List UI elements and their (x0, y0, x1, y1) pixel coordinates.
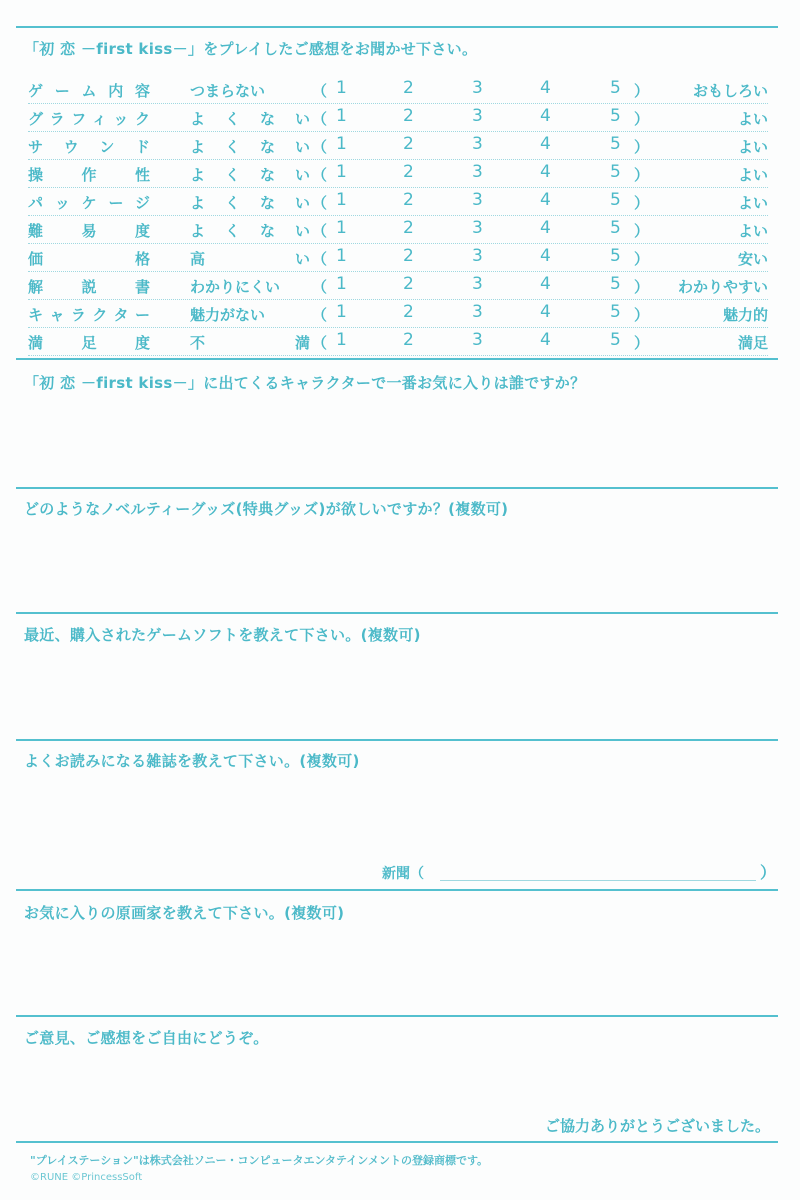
rating-option-4[interactable]: 4 (540, 274, 551, 294)
rating-category: ゲーム内容 (28, 82, 150, 100)
rating-option-5[interactable]: 5 (610, 302, 621, 322)
scale-open-paren: （ (312, 250, 328, 268)
scale-open-paren: （ (312, 334, 328, 352)
rating-option-2[interactable]: 2 (403, 190, 414, 210)
rating-option-2[interactable]: 2 (403, 78, 414, 98)
rating-option-1[interactable]: 1 (336, 330, 347, 350)
rating-low-label: よくない (190, 194, 310, 212)
rating-row (28, 132, 768, 160)
rating-category: 満足度 (28, 334, 150, 352)
rating-row (28, 216, 768, 244)
newspaper-answer-line[interactable] (440, 880, 756, 881)
rating-table (28, 76, 768, 356)
magazines-question: よくお読みになる雑誌を教えて下さい。(複数可) (24, 752, 360, 770)
rating-high-label: おもしろい (692, 82, 768, 100)
rating-high-label: よい (737, 110, 768, 128)
rating-option-2[interactable]: 2 (403, 218, 414, 238)
illustrator-question: お気に入りの原画家を教えて下さい。(複数可) (24, 904, 345, 922)
rating-category: 価格 (28, 250, 150, 268)
rating-option-1[interactable]: 1 (336, 246, 347, 266)
rating-option-5[interactable]: 5 (610, 218, 621, 238)
newspaper-label: 新聞（ (382, 866, 424, 882)
rating-option-2[interactable]: 2 (403, 274, 414, 294)
thanks-message: ご協力ありがとうございました。 (544, 1117, 770, 1135)
rating-option-5[interactable]: 5 (610, 330, 621, 350)
section-rule (16, 889, 778, 891)
rating-option-2[interactable]: 2 (403, 134, 414, 154)
rating-option-2[interactable]: 2 (403, 246, 414, 266)
scale-open-paren: （ (312, 306, 328, 324)
scale-close-paren: ） (634, 166, 650, 184)
rating-option-4[interactable]: 4 (540, 162, 551, 182)
rating-row (28, 104, 768, 132)
rating-option-1[interactable]: 1 (336, 274, 347, 294)
rating-option-1[interactable]: 1 (336, 190, 347, 210)
scale-close-paren: ） (634, 138, 650, 156)
rating-low-label: 高い (190, 250, 310, 268)
rating-category: サウンド (28, 138, 150, 156)
rating-option-5[interactable]: 5 (610, 190, 621, 210)
rating-high-label: わかりやすい (677, 278, 768, 296)
rating-low-label: つまらない (190, 82, 266, 100)
rating-row (28, 300, 768, 328)
rating-option-5[interactable]: 5 (610, 162, 621, 182)
scale-close-paren: ） (634, 278, 650, 296)
rating-row (28, 160, 768, 188)
section-rule (16, 1015, 778, 1017)
newspaper-close-paren: ） (760, 863, 777, 882)
rating-option-3[interactable]: 3 (472, 134, 483, 154)
rating-low-label: よくない (190, 138, 310, 156)
rating-option-2[interactable]: 2 (403, 302, 414, 322)
rating-category: グラフィック (28, 110, 150, 128)
rating-low-label: 不満 (190, 334, 310, 352)
rating-category: 操作性 (28, 166, 150, 184)
section-rule (16, 739, 778, 741)
scale-open-paren: （ (312, 82, 328, 100)
novelty-goods-question: どのようなノベルティーグッズ(特典グッズ)が欲しいですか？(複数可) (24, 500, 509, 518)
rating-high-label: よい (737, 166, 768, 184)
rating-option-1[interactable]: 1 (336, 162, 347, 182)
top-rule (16, 26, 778, 28)
rating-option-4[interactable]: 4 (540, 106, 551, 126)
rating-option-3[interactable]: 3 (472, 106, 483, 126)
rating-low-label: わかりにくい (190, 278, 281, 296)
recent-games-question: 最近、購入されたゲームソフトを教えて下さい。(複数可) (24, 626, 421, 644)
rating-category: 難易度 (28, 222, 150, 240)
rating-option-5[interactable]: 5 (610, 78, 621, 98)
rating-option-4[interactable]: 4 (540, 302, 551, 322)
rating-high-label: よい (737, 194, 768, 212)
scale-open-paren: （ (312, 138, 328, 156)
rating-option-3[interactable]: 3 (472, 274, 483, 294)
scale-close-paren: ） (634, 306, 650, 324)
favorite-character-question: 「初 恋 －first kiss－」に出てくるキャラクターで一番お気に入りは誰ですか？ (24, 374, 586, 392)
rating-low-label: よくない (190, 110, 310, 128)
rating-option-3[interactable]: 3 (472, 330, 483, 350)
scale-close-paren: ） (634, 194, 650, 212)
rating-option-2[interactable]: 2 (403, 106, 414, 126)
rating-option-3[interactable]: 3 (472, 78, 483, 98)
rating-row (28, 328, 768, 356)
comments-question: ご意見、ご感想をご自由にどうぞ。 (24, 1029, 269, 1047)
rating-high-label: よい (737, 222, 768, 240)
rating-option-4[interactable]: 4 (540, 246, 551, 266)
rating-category: キャラクター (28, 306, 150, 324)
scale-close-paren: ） (634, 250, 650, 268)
rating-option-5[interactable]: 5 (610, 106, 621, 126)
rating-category: パッケージ (28, 194, 150, 212)
scale-close-paren: ） (634, 222, 650, 240)
rating-low-label: よくない (190, 222, 310, 240)
rating-row (28, 76, 768, 104)
scale-open-paren: （ (312, 110, 328, 128)
rating-option-4[interactable]: 4 (540, 78, 551, 98)
scale-open-paren: （ (312, 194, 328, 212)
rating-high-label: よい (737, 138, 768, 156)
rating-row (28, 244, 768, 272)
rating-option-5[interactable]: 5 (610, 246, 621, 266)
scale-close-paren: ） (634, 82, 650, 100)
rating-category: 解説書 (28, 278, 150, 296)
scale-open-paren: （ (312, 278, 328, 296)
rating-low-label: よくない (190, 166, 310, 184)
copyright: ©RUNE ©PrincessSoft (30, 1172, 143, 1183)
scale-close-paren: ） (634, 334, 650, 352)
rating-high-label: 魅力的 (722, 306, 768, 324)
trademark-notice: "プレイステーション"は株式会社ソニー・コンピュータエンタテインメントの登録商標です。 (30, 1154, 489, 1167)
rating-high-label: 満足 (737, 334, 768, 352)
rating-option-4[interactable]: 4 (540, 190, 551, 210)
rating-option-4[interactable]: 4 (540, 218, 551, 238)
footer-rule (16, 1141, 778, 1143)
rating-option-5[interactable]: 5 (610, 274, 621, 294)
rating-option-1[interactable]: 1 (336, 78, 347, 98)
rating-option-2[interactable]: 2 (403, 162, 414, 182)
rating-option-4[interactable]: 4 (540, 330, 551, 350)
rating-option-3[interactable]: 3 (472, 302, 483, 322)
rating-option-1[interactable]: 1 (336, 134, 347, 154)
section-rule (16, 612, 778, 614)
rating-option-4[interactable]: 4 (540, 134, 551, 154)
rating-option-1[interactable]: 1 (336, 302, 347, 322)
rating-option-1[interactable]: 1 (336, 106, 347, 126)
rating-question: 「初 恋 －first kiss－」をプレイしたご感想をお聞かせ下さい。 (24, 40, 478, 58)
scale-open-paren: （ (312, 222, 328, 240)
rating-option-3[interactable]: 3 (472, 190, 483, 210)
rating-option-3[interactable]: 3 (472, 162, 483, 182)
rating-option-1[interactable]: 1 (336, 218, 347, 238)
rating-row (28, 188, 768, 216)
scale-close-paren: ） (634, 110, 650, 128)
rating-row (28, 272, 768, 300)
scale-open-paren: （ (312, 166, 328, 184)
section-rule (16, 487, 778, 489)
rating-option-3[interactable]: 3 (472, 218, 483, 238)
rating-option-3[interactable]: 3 (472, 246, 483, 266)
rating-option-5[interactable]: 5 (610, 134, 621, 154)
rating-low-label: 魅力がない (190, 306, 266, 324)
section-rule (16, 358, 778, 360)
rating-high-label: 安い (737, 250, 768, 268)
rating-option-2[interactable]: 2 (403, 330, 414, 350)
